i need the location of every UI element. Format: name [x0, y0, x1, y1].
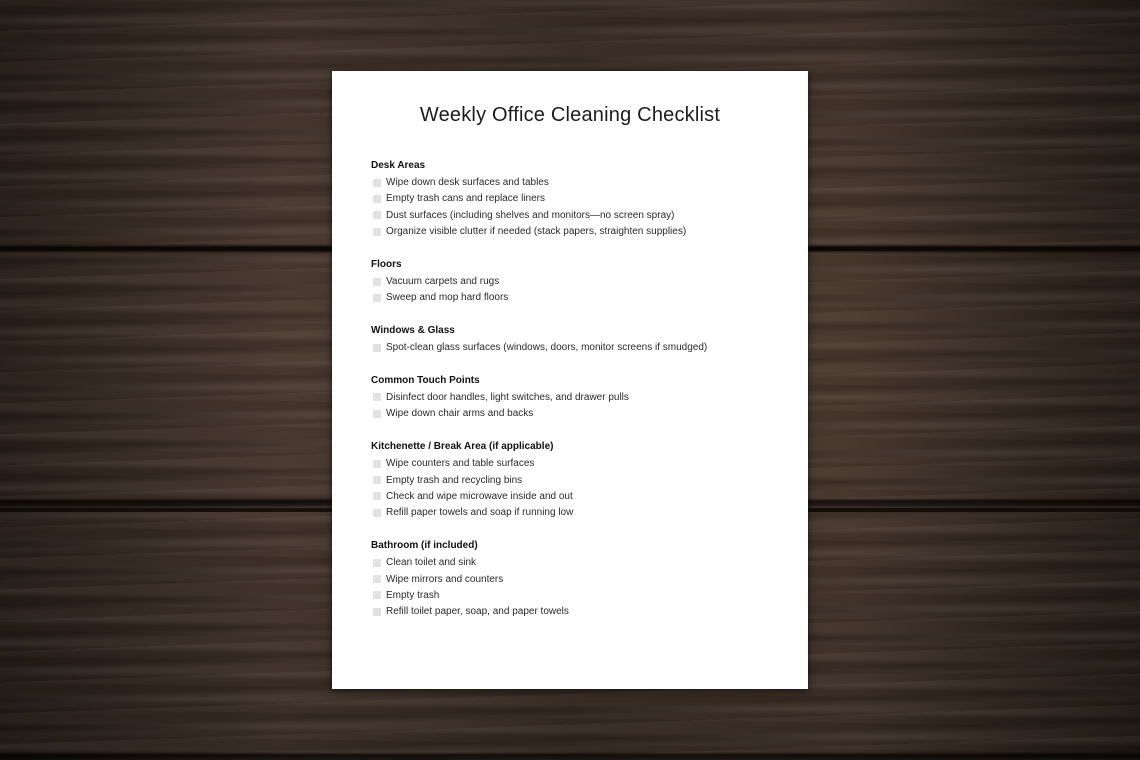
checklist-item-label: Empty trash and recycling bins — [386, 474, 523, 486]
checklist-item-label: Wipe counters and table surfaces — [386, 458, 535, 470]
checklist-item — [371, 472, 791, 488]
checklist-item-label: Organize visible clutter if needed (stack papers, straighten supplies) — [386, 226, 687, 238]
checklist-section — [371, 323, 791, 356]
section-heading: Common Touch Points — [371, 374, 480, 386]
section-heading: Bathroom (if included) — [371, 540, 478, 552]
checkbox-icon[interactable] — [373, 575, 381, 583]
checkbox-icon[interactable] — [373, 559, 381, 567]
checkbox-icon[interactable] — [373, 344, 381, 352]
section-heading: Kitchenette / Break Area (if applicable) — [371, 441, 554, 453]
checklist-item — [371, 604, 791, 620]
checkbox-icon[interactable] — [373, 393, 381, 401]
checklist-item-label: Disinfect door handles, light switches, and drawer pulls — [386, 391, 629, 403]
checklist-item-label: Wipe mirrors and counters — [386, 573, 504, 585]
checkbox-icon[interactable] — [373, 509, 381, 517]
checklist-item-label: Clean toilet and sink — [386, 557, 477, 569]
checklist-item — [371, 455, 791, 471]
checkbox-icon[interactable] — [373, 211, 381, 219]
checklist-sections — [371, 158, 791, 637]
checkbox-icon[interactable] — [373, 195, 381, 203]
checklist-item — [371, 488, 791, 504]
checklist-item-label: Dust surfaces (including shelves and monitors—no screen spray) — [386, 209, 675, 221]
checklist-item — [371, 587, 791, 603]
checklist-item-label: Empty trash — [386, 589, 440, 601]
checklist-item — [371, 191, 791, 207]
checklist-item — [371, 207, 791, 223]
checklist-section — [371, 439, 791, 521]
checklist-item — [371, 224, 791, 240]
checklist-item — [371, 571, 791, 587]
checklist-item — [371, 389, 791, 405]
checklist-item-label: Refill toilet paper, soap, and paper towels — [386, 606, 569, 618]
document-title: Weekly Office Cleaning Checklist — [419, 104, 721, 126]
checkbox-icon[interactable] — [373, 179, 381, 187]
checkbox-icon[interactable] — [373, 278, 381, 286]
checklist-item — [371, 174, 791, 190]
checklist-sheet — [332, 71, 808, 689]
checklist-item-label: Check and wipe microwave inside and out — [386, 490, 573, 502]
checklist-section — [371, 373, 791, 422]
checklist-item-label: Wipe down desk surfaces and tables — [386, 177, 549, 189]
section-heading: Floors — [371, 258, 402, 270]
checklist-item — [371, 406, 791, 422]
section-heading: Windows & Glass — [371, 325, 455, 337]
checkbox-icon[interactable] — [373, 460, 381, 468]
checklist-item-label: Wipe down chair arms and backs — [386, 408, 534, 420]
checkbox-icon[interactable] — [373, 492, 381, 500]
checklist-item — [371, 505, 791, 521]
checkbox-icon[interactable] — [373, 476, 381, 484]
checkbox-icon[interactable] — [373, 228, 381, 236]
checklist-item — [371, 273, 791, 289]
checklist-section — [371, 158, 791, 240]
section-heading: Desk Areas — [371, 160, 426, 171]
checklist-item-label: Empty trash cans and replace liners — [386, 193, 545, 205]
checkbox-icon[interactable] — [373, 294, 381, 302]
checklist-item-label: Vacuum carpets and rugs — [386, 276, 500, 288]
checkbox-icon[interactable] — [373, 591, 381, 599]
checklist-item — [371, 290, 791, 306]
checklist-item-label: Refill paper towels and soap if running low — [386, 507, 574, 519]
checklist-item-label: Spot-clean glass surfaces (windows, doors, monitor screens if smudged) — [386, 342, 708, 354]
checkbox-icon[interactable] — [373, 410, 381, 418]
checklist-section — [371, 257, 791, 306]
checklist-item-label: Sweep and mop hard floors — [386, 292, 509, 304]
checkbox-icon[interactable] — [373, 608, 381, 616]
checklist-section — [371, 538, 791, 620]
checklist-item — [371, 554, 791, 570]
checklist-item — [371, 340, 791, 356]
